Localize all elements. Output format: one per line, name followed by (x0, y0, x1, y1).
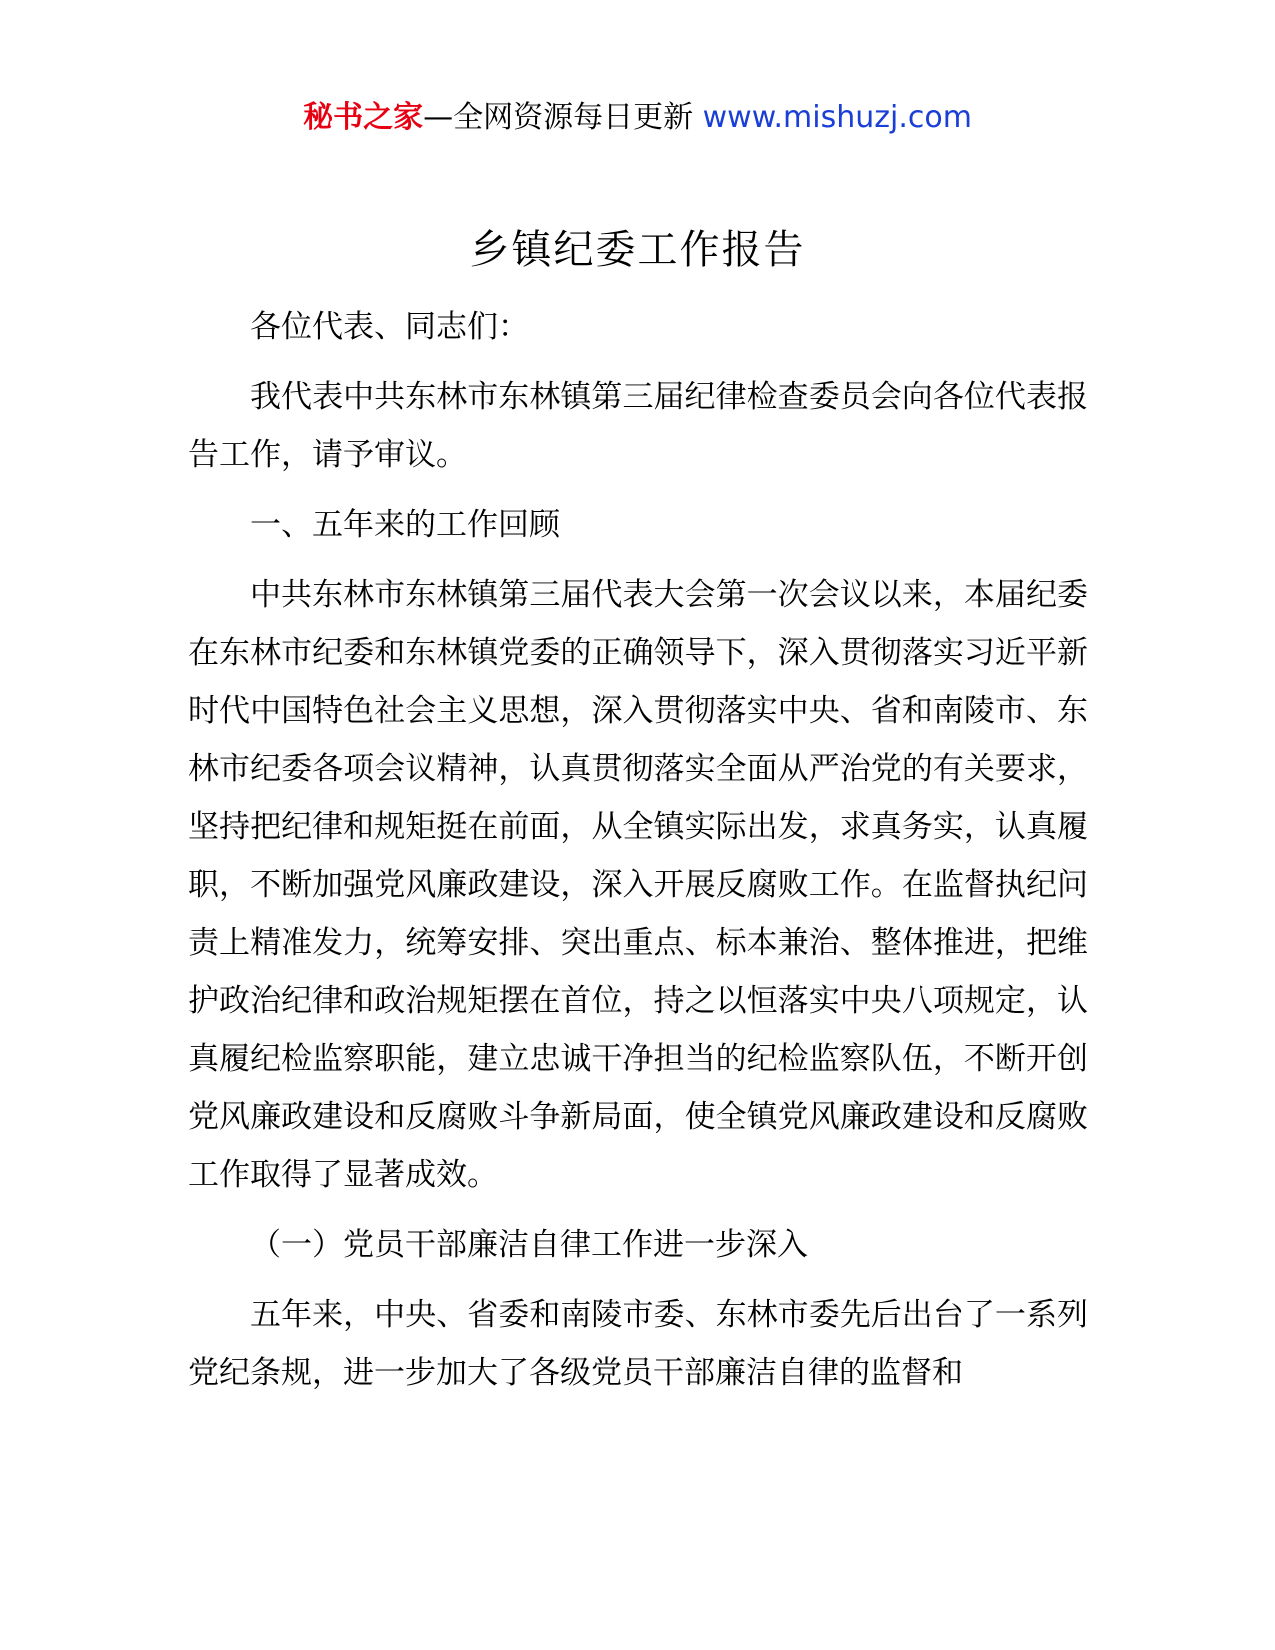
salutation-paragraph: 各位代表、同志们： (250, 309, 529, 345)
document-title: 乡镇纪委工作报告 (469, 227, 806, 273)
site-tagline: —全网资源每日更新 (423, 100, 694, 135)
site-url-link[interactable]: www.mishuzj.com (702, 100, 972, 135)
body-paragraph: 五年来，中央、省委和南陵市委、东林市委先后出台了一系列党纪条规，进一步加大了各级党员干部廉洁自律的监督和 (188, 1297, 1088, 1391)
intro-paragraph: 我代表中共东林市东林镇第三届纪律检查委员会向各位代表报告工作，请予审议。 (188, 379, 1088, 473)
site-header (0, 96, 1275, 140)
section-heading: 一、五年来的工作回顾 (250, 507, 560, 543)
document-body (188, 298, 1088, 1402)
body-paragraph: 中共东林市东林镇第三届代表大会第一次会议以来，本届纪委在东林市纪委和东林镇党委的正确领导下，深入贯彻落实习近平新时代中国特色社会主义思想，深入贯彻落实中央、省和南陵市、东林市纪委各项会议精神，认真贯彻落实全面从严治党的有关要求，坚持把纪律和规矩挺在前面，从全镇实际出发，求真务实，认真履职，不断加强党风廉政建设，深入开展反腐败工作。在监督执纪问责上精准发力，统筹安排、突出重点、标本兼治、整体推进，把维护政治纪律和政治规矩摆在首位，持之以恒落实中央八项规定，认真履纪检监察职能，建立忠诚干净担当的纪检监察队伍，不断开创党风廉政建设和反腐败斗争新局面，使全镇党风廉政建设和反腐败工作取得了显著成效。 (188, 577, 1088, 1193)
site-brand: 秘书之家 (303, 100, 424, 135)
subsection-heading: （一）党员干部廉洁自律工作进一步深入 (250, 1227, 808, 1263)
